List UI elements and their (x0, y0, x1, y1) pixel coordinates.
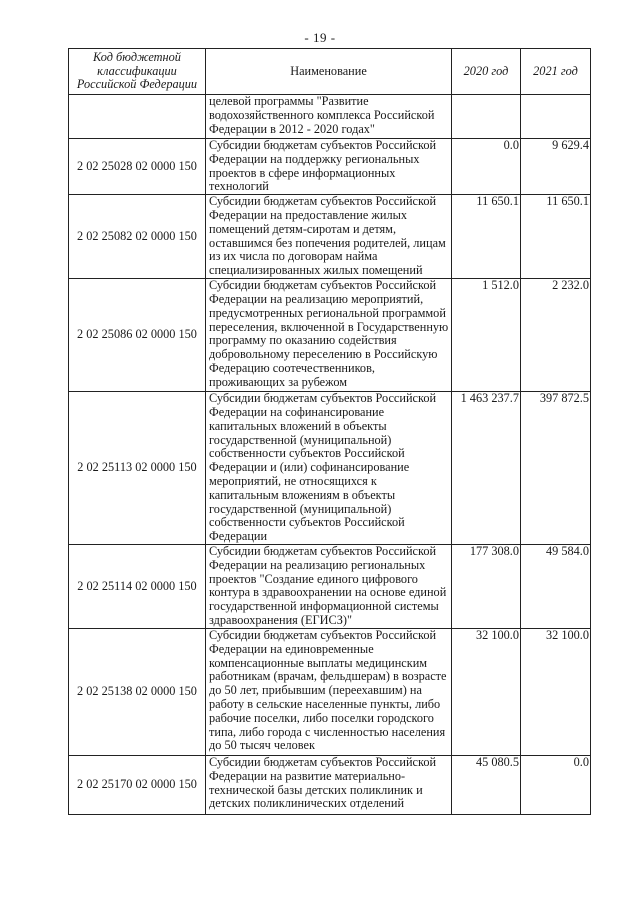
item-name-cell: Субсидии бюджетам субъектов Российской Федерации на предоставление жилых помещений детям-сиротам и детям, оставшимся без попечения родителей, лицам из их числа по договорам найма специализированных жилых помещений (206, 195, 452, 279)
budget-code-cell (69, 95, 206, 139)
table-row (69, 755, 591, 814)
item-name-cell: Субсидии бюджетам субъектов Российской Федерации на единовременные компенсационные выплаты медицинским работникам (врачам, фельдшерам) в возрасте до 50 лет, прибывшим (переехавшим) на работу в сельские населенные пункты, либо рабочие поселки, либо поселки городского типа, либо города с численностью населения до 50 тысяч человек (206, 628, 452, 755)
amount-2020-cell: 45 080.5 (452, 755, 521, 814)
table-row (69, 628, 591, 755)
table-row (69, 195, 591, 279)
budget-code-cell: 2 02 25170 02 0000 150 (69, 755, 206, 814)
table-row (69, 279, 591, 392)
amount-2020-cell: 1 512.0 (452, 279, 521, 392)
amount-2020-cell: 0.0 (452, 139, 521, 195)
header-name: Наименование (206, 49, 452, 95)
amount-2021-cell: 397 872.5 (521, 392, 591, 545)
amount-2021-cell: 0.0 (521, 755, 591, 814)
amount-2020-cell: 1 463 237.7 (452, 392, 521, 545)
budget-code-cell: 2 02 25113 02 0000 150 (69, 392, 206, 545)
amount-2021-cell: 49 584.0 (521, 544, 591, 628)
item-name-cell: Субсидии бюджетам субъектов Российской Федерации на реализацию региональных проектов "Создание единого цифрового контура в здравоохранении на основе единой государственной информационной системы здравоохранения (ЕГИСЗ)" (206, 544, 452, 628)
budget-revenue-table (68, 48, 591, 815)
table-row (69, 95, 591, 139)
item-name-cell: целевой программы "Развитие водохозяйственного комплекса Российской Федерации в 2012 - 2020 годах" (206, 95, 452, 139)
table-row (69, 139, 591, 195)
budget-code-cell: 2 02 25114 02 0000 150 (69, 544, 206, 628)
amount-2020-cell (452, 95, 521, 139)
budget-code-cell: 2 02 25082 02 0000 150 (69, 195, 206, 279)
page-number: - 19 - (304, 30, 336, 45)
amount-2020-cell: 11 650.1 (452, 195, 521, 279)
table-row (69, 392, 591, 545)
header-year-2020: 2020 год (452, 49, 521, 95)
amount-2021-cell (521, 95, 591, 139)
budget-code-cell: 2 02 25138 02 0000 150 (69, 628, 206, 755)
item-name-cell: Субсидии бюджетам субъектов Российской Федерации на софинансирование капитальных вложений в объекты государственной (муниципальной) собственности субъектов Российской Федерации и (или) софинансирование мероприятий, не относящихся к капитальным вложениям в объекты государственной (муниципальной) собственности субъектов Российской Федерации (206, 392, 452, 545)
amount-2020-cell: 177 308.0 (452, 544, 521, 628)
amount-2021-cell: 9 629.4 (521, 139, 591, 195)
table-header-row (69, 49, 591, 95)
budget-code-cell: 2 02 25028 02 0000 150 (69, 139, 206, 195)
amount-2021-cell: 11 650.1 (521, 195, 591, 279)
table-row (69, 544, 591, 628)
item-name-cell: Субсидии бюджетам субъектов Российской Федерации на реализацию мероприятий, предусмотренных региональной программой переселения, включенной в Государственную программу по оказанию содействия добровольному переселению в Российскую Федерацию соотечественников, проживающих за рубежом (206, 279, 452, 392)
item-name-cell: Субсидии бюджетам субъектов Российской Федерации на развитие материально-технической базы детских поликлиник и детских поликлинических отделений (206, 755, 452, 814)
header-budget-code: Код бюджетной классификации Российской Федерации (69, 49, 206, 95)
amount-2021-cell: 2 232.0 (521, 279, 591, 392)
header-year-2021: 2021 год (521, 49, 591, 95)
amount-2020-cell: 32 100.0 (452, 628, 521, 755)
item-name-cell: Субсидии бюджетам субъектов Российской Федерации на поддержку региональных проектов в сфере информационных технологий (206, 139, 452, 195)
amount-2021-cell: 32 100.0 (521, 628, 591, 755)
budget-code-cell: 2 02 25086 02 0000 150 (69, 279, 206, 392)
